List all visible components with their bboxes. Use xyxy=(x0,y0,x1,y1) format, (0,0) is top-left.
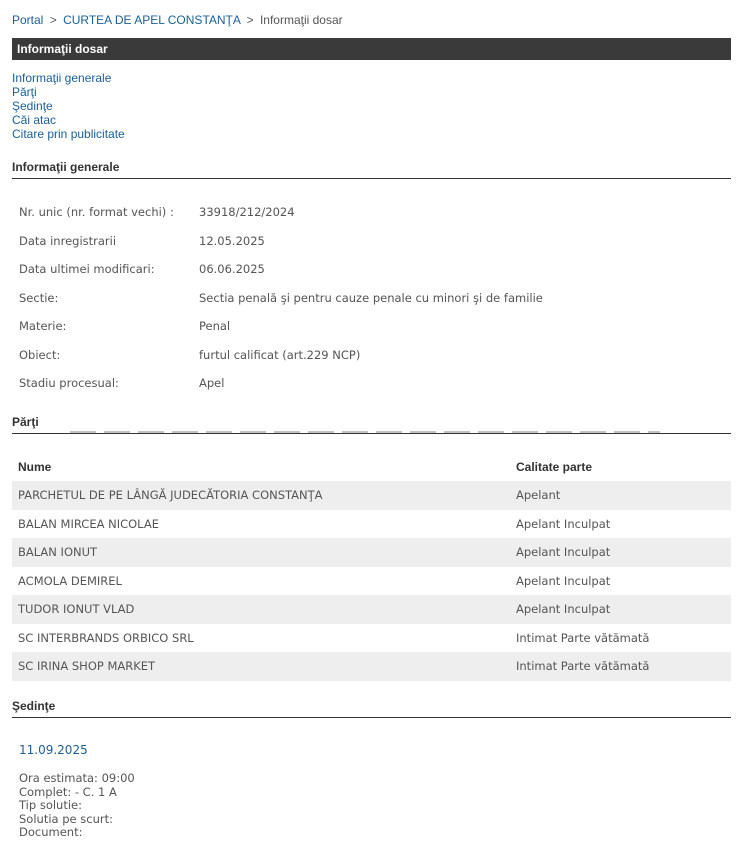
party-role: Apelant xyxy=(510,481,731,510)
info-value: Penal xyxy=(199,319,231,334)
anchor-parti[interactable]: Părţi xyxy=(12,85,37,99)
party-name: BALAN IONUT xyxy=(12,538,510,567)
info-value: 33918/212/2024 xyxy=(199,205,295,220)
table-row xyxy=(12,567,731,596)
table-row xyxy=(12,538,731,567)
column-header-nume: Nume xyxy=(18,460,52,474)
info-label: Nr. unic (nr. format vechi) : xyxy=(19,205,174,220)
info-label: Materie: xyxy=(19,319,67,334)
info-value: furtul calificat (art.229 NCP) xyxy=(199,347,361,362)
party-role: Apelant Inculpat xyxy=(516,516,611,531)
breadcrumb-portal-link[interactable]: Portal xyxy=(12,13,44,27)
info-row-data-inregistrarii xyxy=(12,227,543,256)
breadcrumb-current: Informaţii dosar xyxy=(259,13,343,27)
section-title-sedinte: Şedinţe xyxy=(12,699,731,718)
party-role: Intimat Parte vătămată xyxy=(516,630,650,645)
table-row xyxy=(12,595,731,624)
info-value: 06.06.2025 xyxy=(199,262,265,277)
party-name: TUDOR IONUT VLAD xyxy=(12,595,510,624)
info-label: Stadiu procesual: xyxy=(19,376,119,391)
info-label: Obiect: xyxy=(19,347,61,362)
party-name: BALAN MIRCEA NICOLAE xyxy=(18,516,159,531)
anchor-informatii-generale[interactable]: Informaţii generale xyxy=(12,71,112,85)
party-name: SC IRINA SHOP MARKET xyxy=(12,652,510,681)
table-header-row xyxy=(12,453,731,481)
breadcrumb-court-link[interactable]: CURTEA DE APEL CONSTANŢA xyxy=(63,13,241,27)
sedinta-complet: Complet: - C. 1 A xyxy=(19,784,117,799)
sedinta-date: 11.09.2025 xyxy=(19,743,88,757)
breadcrumb-separator: > xyxy=(246,13,254,27)
info-row-nr-unic xyxy=(12,198,543,227)
page-title: Informaţii dosar xyxy=(12,38,731,60)
table-row xyxy=(12,652,731,681)
general-info-table xyxy=(12,198,543,398)
info-value: Sectia penală şi pentru cauze penale cu minori şi de familie xyxy=(199,290,543,305)
anchor-sedinte[interactable]: Şedinţe xyxy=(12,99,53,113)
parti-table xyxy=(12,453,731,681)
party-name: ACMOLA DEMIREL xyxy=(18,573,122,588)
breadcrumb xyxy=(12,13,343,27)
column-header-calitate: Calitate parte xyxy=(516,460,593,474)
sedinta-solutia-pe-scurt: Solutia pe scurt: xyxy=(19,811,113,826)
party-role: Apelant Inculpat xyxy=(510,538,731,567)
info-row-stadiu-procesual xyxy=(12,369,543,398)
info-value: 12.05.2025 xyxy=(199,233,265,248)
section-anchor-list xyxy=(12,71,125,141)
section-title-informatii-generale: Informaţii generale xyxy=(12,160,731,179)
party-role: Apelant Inculpat xyxy=(516,573,611,588)
section-title-parti: Părţi xyxy=(12,415,731,434)
table-row xyxy=(12,510,731,539)
info-label: Data inregistrarii xyxy=(19,233,117,248)
sedinta-details xyxy=(19,772,135,840)
party-role: Intimat Parte vătămată xyxy=(510,652,731,681)
party-name: PARCHETUL DE PE LÂNGĂ JUDECĂTORIA CONSTANŢA xyxy=(12,481,510,510)
info-value: Apel xyxy=(199,376,225,391)
table-row xyxy=(12,481,731,510)
info-row-data-ultimei-modificari xyxy=(12,255,543,284)
party-name: SC INTERBRANDS ORBICO SRL xyxy=(18,630,194,645)
info-row-sectie xyxy=(12,284,543,313)
party-role: Apelant Inculpat xyxy=(510,595,731,624)
info-label: Sectie: xyxy=(19,290,59,305)
sedinta-ora-estimata: Ora estimata: 09:00 xyxy=(19,771,135,785)
sedinta-tip-solutie: Tip solutie: xyxy=(19,798,82,812)
breadcrumb-separator: > xyxy=(49,13,57,27)
table-row xyxy=(12,624,731,653)
info-row-materie xyxy=(12,312,543,341)
info-row-obiect xyxy=(12,341,543,370)
anchor-cai-atac[interactable]: Căi atac xyxy=(12,113,57,127)
anchor-citare-publicitate[interactable]: Citare prin publicitate xyxy=(12,127,125,141)
decorative-divider xyxy=(70,431,660,433)
info-label: Data ultimei modificari: xyxy=(19,262,155,277)
sedinta-document: Document: xyxy=(19,825,83,839)
